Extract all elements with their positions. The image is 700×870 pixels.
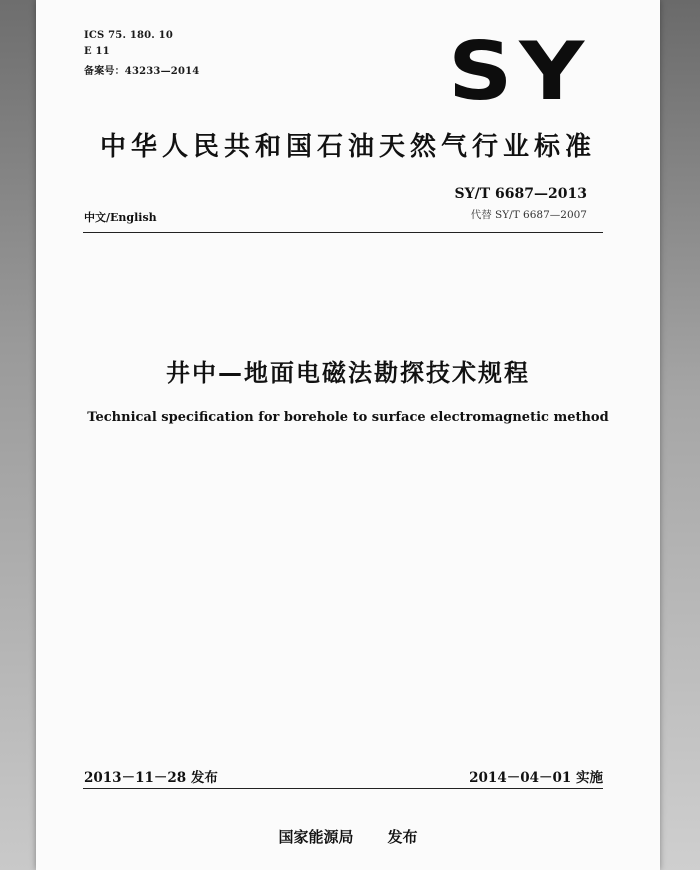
standard-code: SY/T 6687—2013 (454, 186, 587, 202)
language-label: 中文/English (84, 211, 157, 224)
document-title: 井中—地面电磁法勘探技术规程 (166, 359, 530, 387)
issuer-action: 发布 (387, 828, 418, 846)
implementation-date: 2014－04－01 实施 (469, 770, 603, 786)
scan-background-right (660, 0, 700, 870)
header-divider (83, 232, 603, 233)
ics-number: ICS 75. 180. 10 (84, 30, 173, 41)
footer-divider (83, 788, 603, 789)
issuer-name: 国家能源局 (278, 828, 354, 846)
document-page (36, 0, 660, 870)
issue-date: 2013－11－28 发布 (84, 770, 218, 786)
standard-type-title: 中华人民共和国石油天然气行业标准 (99, 132, 596, 162)
sy-logo: SY (448, 25, 591, 118)
document-subtitle: Technical specification for borehole to surface electromagnetic method (87, 410, 609, 425)
classification-code: E 11 (84, 46, 110, 57)
issuer-line (36, 826, 660, 847)
scan-background-left (0, 0, 36, 870)
record-number: 备案号：43233—2014 (84, 66, 200, 77)
replaces-standard: 代替 SY/T 6687—2007 (470, 209, 587, 221)
